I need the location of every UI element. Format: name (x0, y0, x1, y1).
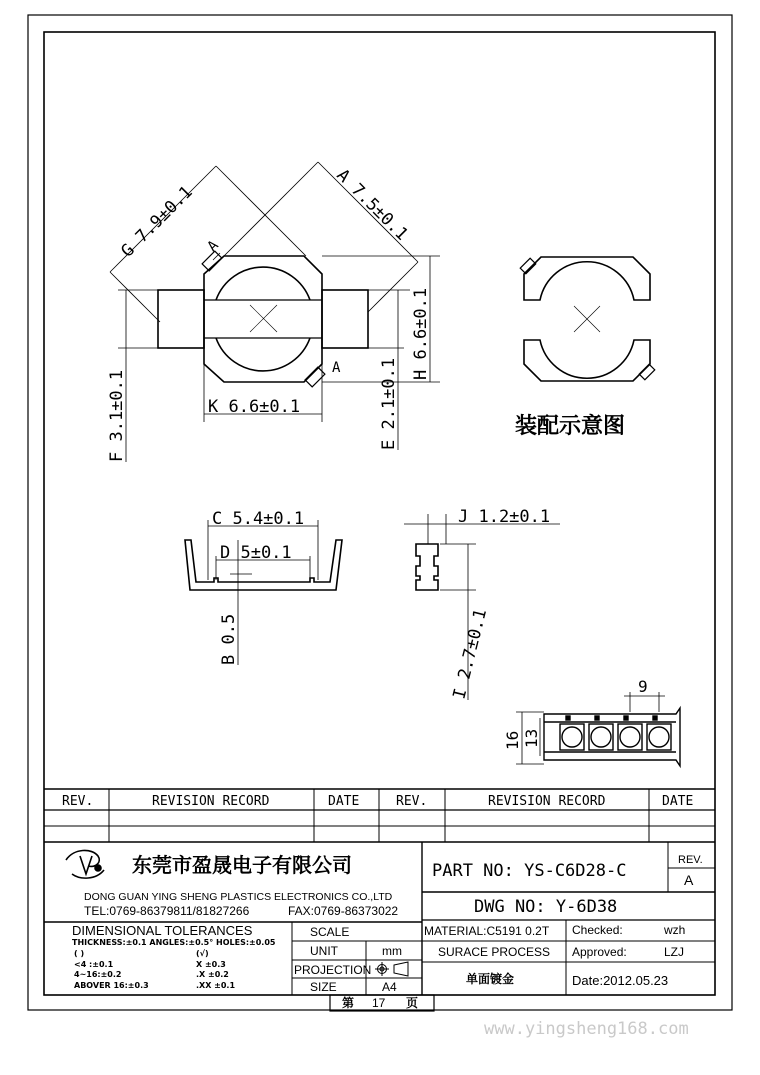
assembly-view (520, 257, 655, 381)
center-mark (250, 305, 277, 332)
part-no: PART NO: YS-C6D28-C (432, 861, 627, 881)
dim-i: I 2.7±0.1 (449, 606, 492, 702)
assembly-center-mark (574, 306, 600, 332)
date-header-1: DATE (328, 794, 360, 809)
revision-table (44, 789, 715, 842)
tol-r3b: .XX ±0.1 (196, 981, 236, 990)
dim-k: K 6.6±0.1 (208, 397, 301, 417)
size-value: A4 (382, 980, 397, 994)
dim-b: B 0.5 (219, 613, 239, 665)
pin-detail-view (416, 544, 438, 590)
projection-symbol-icon (375, 962, 408, 976)
approved-label: Approved: (572, 945, 627, 959)
size-label: SIZE (310, 980, 337, 994)
tolerances-title: DIMENSIONAL TOLERANCES (72, 923, 253, 938)
tol-r1a: <4 :±0.1 (74, 960, 114, 969)
tol-r2a: 4~16:±0.2 (74, 970, 122, 979)
page-prefix: 第 (342, 996, 355, 1010)
unit-value: mm (382, 944, 402, 958)
unit-label: UNIT (310, 944, 338, 958)
section-a-bottom: A (332, 360, 341, 376)
dim-tape-w2: 13 (522, 728, 541, 748)
dim-ji-lines (404, 514, 560, 700)
rev-header-1: REV. (62, 794, 94, 809)
page-number: 17 (372, 996, 386, 1010)
watermark: www.yingsheng168.com (484, 1019, 689, 1039)
approved-value: LZJ (664, 945, 685, 959)
assembly-label: 装配示意图 (515, 414, 626, 439)
tol-r1b: X ±0.3 (196, 960, 226, 969)
company-name-en: DONG GUAN YING SHENG PLASTICS ELECTRONICS CO.,LTD (84, 891, 393, 903)
tol-r2b: .X ±0.2 (196, 970, 229, 979)
company-logo (66, 850, 104, 878)
tol-col2-head: (√) (196, 949, 209, 958)
dim-tape-w1: 16 (503, 730, 522, 750)
rev-value: A (684, 872, 694, 888)
scale-label: SCALE (310, 925, 350, 939)
tolerances-line1: THICKNESS:±0.1 ANGLES:±0.5° HOLES:±0.05 (72, 938, 276, 947)
page-suffix: 页 (406, 996, 419, 1010)
dim-tape-pitch: 9 (638, 677, 648, 696)
tol-r3a: ABOVER 16:±0.3 (74, 981, 149, 990)
dim-j: J 1.2±0.1 (458, 507, 551, 527)
dim-h: H 6.6±0.1 (411, 287, 431, 380)
checked-label: Checked: (572, 923, 623, 937)
section-a-top: A (204, 237, 222, 255)
record-header-2: REVISION RECORD (488, 794, 606, 809)
tape-strip-view (544, 708, 680, 766)
company-name-cn: 东莞市盈晟电子有限公司 (132, 853, 352, 877)
record-header-1: REVISION RECORD (152, 794, 270, 809)
dim-e: E 2.1±0.1 (379, 357, 399, 450)
projection-label: PROJECTION (294, 963, 372, 977)
inner-border (44, 32, 715, 995)
surface-process-value: 单面镀金 (466, 972, 515, 986)
dwg-no: DWG NO: Y-6D38 (474, 897, 618, 917)
date-header-2: DATE (662, 794, 694, 809)
drawing-date: Date:2012.05.23 (572, 973, 669, 988)
dim-c: C 5.4±0.1 (212, 509, 305, 529)
surface-process-label: SURACE PROCESS (438, 945, 551, 959)
dim-d: D 5±0.1 (220, 543, 292, 563)
dim-g: G 7.9±0.1 (117, 182, 197, 262)
dim-a-lines (224, 162, 418, 312)
rev-header-2: REV. (396, 794, 428, 809)
checked-value: wzh (664, 923, 686, 937)
company-tel: TEL:0769-86379811/81827266 (84, 904, 250, 918)
tol-col1-head: ( ) (74, 949, 85, 958)
dim-a: A 7.5±0.1 (332, 165, 412, 245)
company-fax: FAX:0769-86373022 (288, 904, 399, 918)
material: MATERIAL:C5191 0.2T (424, 924, 550, 938)
dim-f: F 3.1±0.1 (107, 369, 127, 462)
rev-label: REV. (678, 854, 703, 866)
